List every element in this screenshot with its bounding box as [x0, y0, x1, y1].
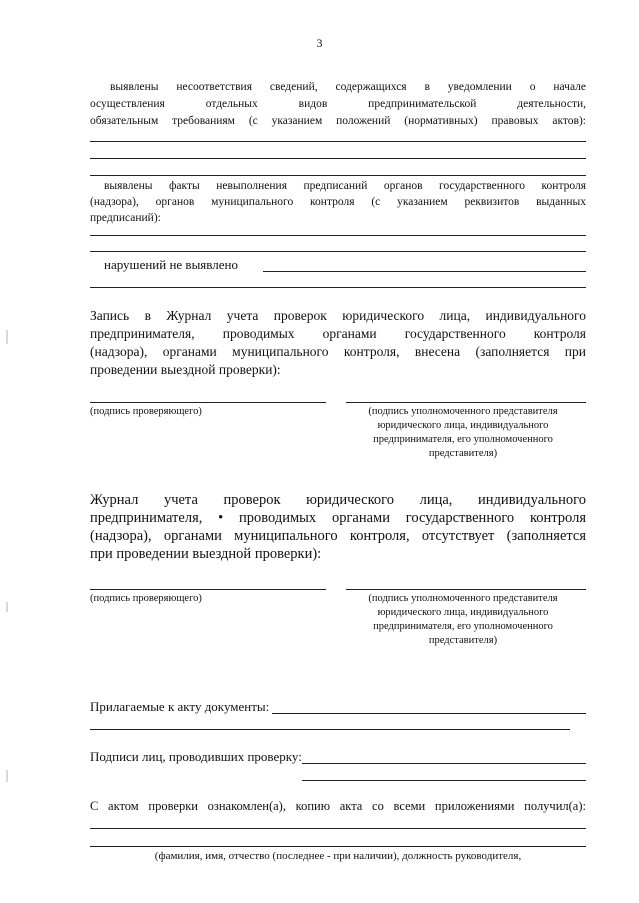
scan-mark	[6, 770, 8, 782]
journal-record-line3: (надзора), органами муниципального контроля, внесена (заполняется при	[90, 344, 586, 359]
scan-mark	[6, 330, 8, 344]
fill-line	[90, 287, 586, 288]
representative-caption-line3: предпринимателя, его уполномоченного	[373, 434, 553, 445]
fill-line	[90, 235, 586, 236]
inspectors-signatures-label: Подписи лиц, проводивших проверку:	[90, 749, 302, 764]
fill-line	[90, 141, 586, 142]
bottom-caption: (фамилия, имя, отчество (последнее - при наличии), должность руководителя,	[154, 850, 522, 862]
inspector-signature-line	[90, 589, 326, 590]
block1-line3: обязательным требованиям (с указанием положений (нормативных) правовых актов):	[90, 115, 586, 127]
representative-caption-line2: юридического лица, индивидуального	[377, 420, 549, 431]
acquainted-text: С актом проверки ознакомлен(а), копию акта со всеми приложениями получил(а):	[90, 799, 586, 813]
representative-caption-line1: (подпись уполномоченного представителя	[368, 593, 558, 604]
representative-caption-line1: (подпись уполномоченного представителя	[368, 406, 558, 417]
fill-line	[90, 846, 586, 847]
fill-line	[90, 729, 570, 730]
inspector-signature-caption: (подпись проверяющего)	[90, 406, 202, 417]
journal-record-line2: предпринимателя, проводимых органами государственного контроля	[90, 326, 586, 341]
representative-caption-line2: юридического лица, индивидуального	[377, 607, 549, 618]
fill-line	[90, 251, 586, 252]
representative-caption-line4: представителя)	[428, 448, 498, 459]
page-number: 3	[316, 36, 323, 50]
inspector-signature-caption: (подпись проверяющего)	[90, 593, 202, 604]
journal-absent-line2: предпринимателя, • проводимых органами государственного контроля	[90, 510, 586, 526]
journal-record-line4: проведении выездной проверки):	[90, 362, 281, 377]
fill-line	[272, 713, 586, 714]
representative-signature-line	[346, 589, 586, 590]
scan-mark	[6, 602, 8, 612]
no-violations-label: нарушений не выявлено	[104, 257, 238, 272]
block1-line2: осуществления отдельных видов предпринимательской деятельности,	[90, 98, 586, 110]
representative-caption-line4: представителя)	[428, 635, 498, 646]
fill-line	[302, 763, 586, 764]
representative-caption-line3: предпринимателя, его уполномоченного	[373, 621, 553, 632]
fill-line	[90, 828, 586, 829]
journal-record-line1: Запись в Журнал учета проверок юридического лица, индивидуального	[90, 308, 586, 323]
fill-line	[302, 780, 586, 781]
fill-line	[90, 158, 586, 159]
attached-documents-label: Прилагаемые к акту документы:	[90, 699, 270, 714]
fill-line	[263, 271, 586, 272]
representative-signature-line	[346, 402, 586, 403]
journal-absent-line3: (надзора), органами муниципального контроля, отсутствует (заполняется	[90, 528, 586, 544]
journal-absent-line1: Журнал учета проверок юридического лица, индивидуального	[90, 492, 586, 508]
fill-line	[90, 175, 586, 176]
block2-line2: (надзора), органов муниципального контроля (с указанием реквизитов выданных	[90, 196, 586, 208]
block1-line1: выявлены несоответствия сведений, содержащихся в уведомлении о начале	[110, 81, 586, 93]
inspector-signature-line	[90, 402, 326, 403]
block2-line1: выявлены факты невыполнения предписаний органов государственного контроля	[104, 180, 586, 192]
journal-absent-line4: при проведении выездной проверки):	[90, 546, 322, 562]
block2-line3: предписаний):	[90, 212, 161, 224]
